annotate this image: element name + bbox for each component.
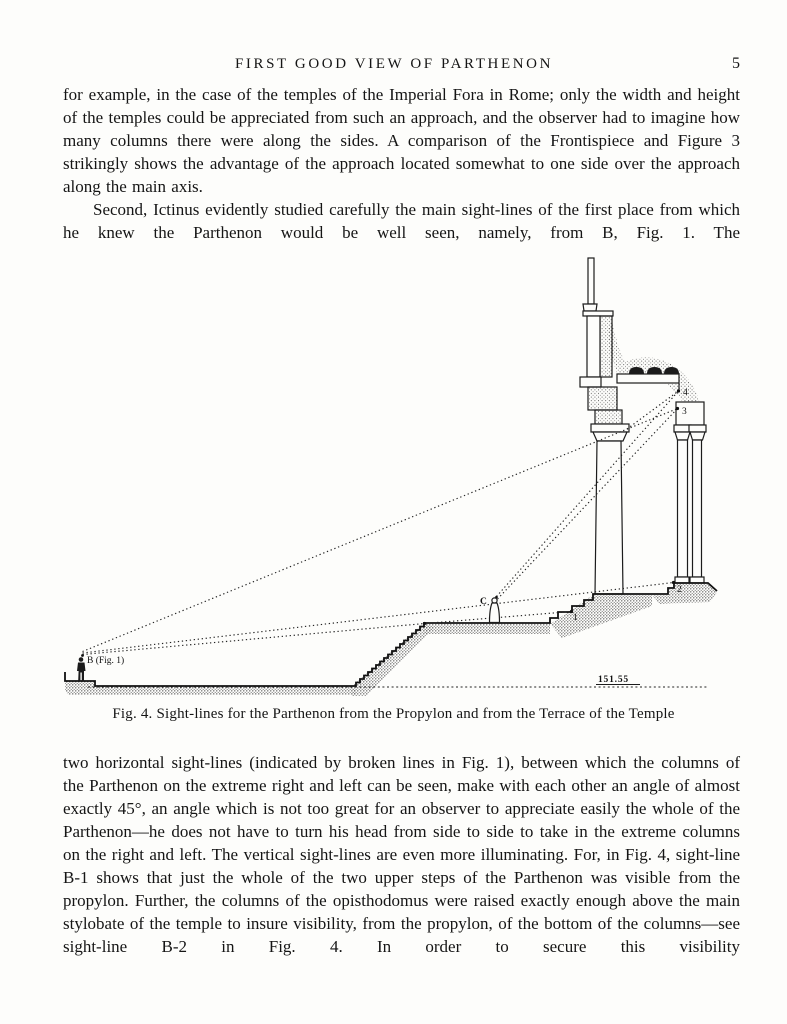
observer-b-figure [77, 654, 86, 681]
sight-line-capital-4 [627, 391, 679, 429]
lower-text-block [63, 751, 740, 958]
peristyle-echinus [593, 432, 627, 441]
running-head: FIRST GOOD VIEW OF PARTHENON [234, 56, 554, 72]
figure-caption: Fig. 4. Sight-lines for the Parthenon from the Propylon and from the Terrace of the Temple [112, 706, 675, 722]
ceiling-beam [617, 374, 679, 383]
point-1-label: 1 [573, 613, 578, 623]
observer-c-figure [490, 596, 500, 623]
figure-4 [0, 250, 787, 706]
parthenon-section [580, 258, 706, 594]
peristyle-shaft [595, 441, 623, 594]
point-3-label: 3 [682, 407, 687, 417]
reference-points [423, 389, 680, 625]
paragraph-1: for example, in the case of the temples of the Imperial Fora in Rome; only the width and height of the temples could be appreciated from such an approach, and the observer had to imagine how many columns there were along the sides. A comparison of the Frontispiece and Figure 3 strikingly shows the advantage of the approach located somewhat to one side over the approach along the main axis. [63, 85, 740, 196]
observer-c-label: C [480, 597, 488, 607]
mast [588, 258, 594, 304]
point-2-label: 2 [677, 585, 682, 595]
page-number: 5 [732, 55, 740, 72]
observer-b-label: B (Fig. 1) [87, 656, 125, 666]
point-2-dot [672, 581, 675, 584]
paragraph-3: two horizontal sight-lines (indicated by broken lines in Fig. 1), between which the columns of the Parthenon on the extreme right and left can be seen, make with each other an angle of almost exactly 45°, an angle which is not too great for an observer to appreciate easily the whole of the Parthenon—he does not have to turn his head from side to side to take in the extreme columns on the right and left. The vertical sight-lines are even more illuminating. For, in Fig. 4, sight-line B-1 shows that just the whole of the two upper steps of the Parthenon was visible from the propylon. Further, the columns of the opisthodomus were raised exactly enough above the main stylobate of the temple to insure visibility, from the propylon, of the bottom of the columns—see sight-line B-2 in Fig. 4. In order to secure this visibility [63, 753, 740, 956]
sight-line-c3 [498, 409, 678, 600]
point-3-dot [676, 407, 679, 410]
terrace-edge-dot [423, 622, 426, 625]
opisthodomus-architrave [676, 402, 704, 425]
point-4-label: 4 [683, 388, 688, 398]
sightlines-diagram [0, 250, 787, 706]
upper-text-block [63, 83, 740, 244]
paragraph-2: Second, Ictinus evidently studied carefully the main sight-lines of the first place from which he knew the Parthenon would be well seen, namely, from B, Fig. 1. The [63, 200, 740, 242]
sight-line-c4 [497, 391, 679, 597]
point-4-dot [677, 389, 680, 392]
elevation-label: 151.55 [598, 675, 629, 685]
opisthodomus-shafts [678, 440, 688, 577]
